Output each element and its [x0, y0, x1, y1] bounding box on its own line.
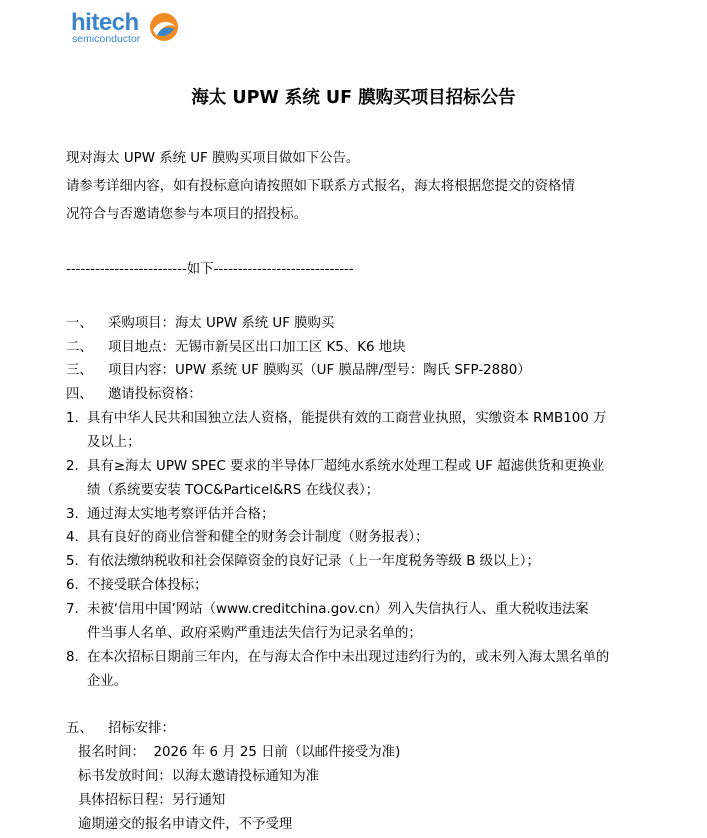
qualification-3-line-1: 通过海太实地考察评估并合格； [87, 507, 275, 522]
schedule-document-release: 标书发放时间：以海太邀请投标通知为准 [78, 769, 320, 784]
logo-subtitle: semiconductor [72, 33, 141, 45]
qualification-1-line-2: 及以上； [87, 435, 141, 450]
qualification-8-line-2: 企业。 [87, 674, 128, 689]
section-2-text: 项目地点：无锡市新吴区出口加工区 K5、K6 地块 [108, 340, 406, 355]
intro-line-1: 现对海太 UPW 系统 UF 膜购买项目做如下公告。 [66, 151, 360, 166]
qualification-8-number: 8. [66, 650, 79, 665]
qualification-2-line-2: 绩（系统要安装 TOC&Particel&RS 在线仪表）； [87, 483, 380, 498]
qualification-3-number: 3. [66, 507, 79, 522]
section-3-number: 三、 [66, 363, 93, 378]
intro-line-2: 请参考详细内容，如有投标意向请按照如下联系方式报名，海太将根据您提交的资格情 [66, 179, 575, 194]
section-5-number: 五、 [66, 721, 93, 736]
qualification-2-number: 2. [66, 459, 79, 474]
qualification-5-line-1: 有依法缴纳税收和社会保障资金的良好记录（上一年度税务等级 B 级以上）； [87, 554, 540, 569]
qualification-1-number: 1. [66, 411, 79, 426]
qualification-4-number: 4. [66, 530, 79, 545]
logo-circle-icon [149, 12, 179, 42]
qualification-7-line-1: 未被‘信用中国’网站（www.creditchina.gov.cn）列入失信执行人、重大税收违法案 [87, 602, 589, 617]
section-4-text: 邀请投标资格： [108, 387, 202, 402]
qualification-7-number: 7. [66, 602, 79, 617]
schedule-late-submission: 逾期递交的报名申请文件，不予受理 [78, 817, 293, 832]
logo-wordmark: hitech [71, 9, 139, 36]
qualification-7-line-2: 件当事人名单、政府采购严重违法失信行为记录名单的； [87, 626, 422, 641]
schedule-bid-date: 具体招标日程：另行通知 [78, 793, 226, 808]
document-title: 海太 UPW 系统 UF 膜购买项目招标公告 [191, 88, 516, 108]
company-logo [71, 9, 183, 46]
section-1-text: 采购项目：海太 UPW 系统 UF 膜购买 [108, 316, 335, 331]
schedule-registration-time: 报名时间： 2026 年 6 月 25 日前（以邮件接受为准) [78, 745, 401, 760]
section-3-text: 项目内容：UPW 系统 UF 膜购买（UF 膜品牌/型号：陶氏 SFP-2880） [108, 363, 531, 378]
section-4-number: 四、 [66, 387, 93, 402]
divider-line: -------------------------如下----------------------------- [66, 262, 354, 277]
qualification-2-line-1: 具有≥海太 UPW SPEC 要求的半导体厂超纯水系统水处理工程或 UF 超滤供货和更换业 [87, 459, 605, 474]
qualification-8-line-1: 在本次招标日期前三年内，在与海太合作中未出现过违约行为的，或未列入海太黑名单的 [87, 650, 610, 665]
qualification-1-line-1: 具有中华人民共和国独立法人资格，能提供有效的工商营业执照，实缴资本 RMB100 万 [87, 411, 607, 426]
qualification-6-line-1: 不接受联合体投标； [87, 578, 208, 593]
qualification-5-number: 5. [66, 554, 79, 569]
intro-line-3: 况符合与否邀请您参与本项目的招投标。 [66, 207, 308, 222]
section-1-number: 一、 [66, 316, 93, 331]
qualification-4-line-1: 具有良好的商业信誉和健全的财务会计制度（财务报表）； [87, 530, 429, 545]
qualification-6-number: 6. [66, 578, 79, 593]
section-2-number: 二、 [66, 340, 93, 355]
section-5-text: 招标安排： [108, 721, 175, 736]
